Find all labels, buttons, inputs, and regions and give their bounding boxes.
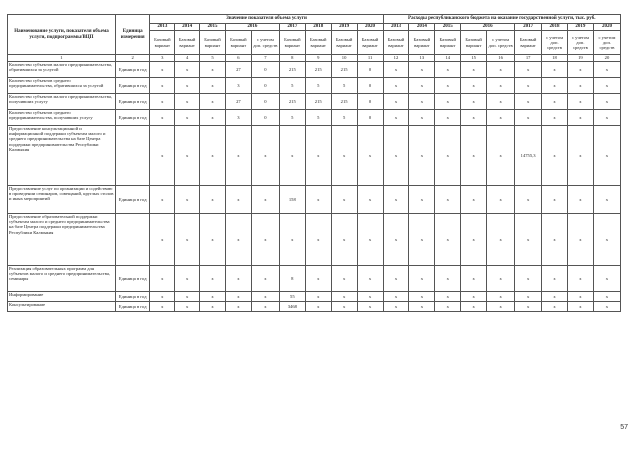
value-cell: x [435,94,461,110]
value-cell: x [251,266,279,292]
value-cell: x [487,266,515,292]
value-cell: x [200,126,226,186]
value-cell: x [383,62,409,78]
unit-cell [115,126,150,186]
value-cell: x [461,126,487,186]
column-number: 10 [331,55,357,62]
column-number: 9 [305,55,331,62]
value-cell: x [461,292,487,302]
value-cell: x [357,266,383,292]
value-cell: x [150,126,175,186]
value-cell: 0 [251,110,279,126]
value-cell: x [150,94,175,110]
value-cell: x [150,110,175,126]
value-cell: x [251,292,279,302]
value-cell: x [150,302,175,312]
value-cell: x [200,292,226,302]
value-cell: x [200,94,226,110]
column-number: 15 [461,55,487,62]
value-cell: x [461,94,487,110]
column-number: 18 [542,55,568,62]
service-name-cell: Количество субъектов среднего предпринимательства, получивших услугу [8,110,116,126]
value-cell: x [461,62,487,78]
year-header: 2014 [409,24,435,31]
value-cell: x [150,214,175,266]
value-cell: x [305,266,331,292]
value-cell: x [175,94,200,110]
variant-header: Базовый вариант [461,31,487,55]
value-cell: x [225,292,251,302]
value-cell: 215 [279,62,305,78]
value-cell: x [175,186,200,214]
table-row [8,94,621,110]
variant-header: с учетом доп. средств [487,31,515,55]
value-cell: 215 [305,62,331,78]
value-cell: x [593,214,620,266]
value-cell: x [331,214,357,266]
value-cell: x [567,62,593,78]
value-cell: 14755,3 [515,126,542,186]
value-cell: 215 [305,94,331,110]
value-cell: 0 [251,62,279,78]
value-cell: x [567,302,593,312]
header-indicator-group: Значение показателя объема услуги [150,15,383,24]
variant-header: Базовый вариант [279,31,305,55]
year-header: 2015 [435,24,461,31]
value-cell: x [487,186,515,214]
variant-header: Базовый вариант [305,31,331,55]
value-cell: x [383,78,409,94]
value-cell: x [487,292,515,302]
value-cell: x [175,110,200,126]
value-cell: 5 [331,78,357,94]
column-number: 12 [383,55,409,62]
value-cell: x [175,266,200,292]
column-number: 19 [567,55,593,62]
table-row [8,110,621,126]
header-budget-group: Расходы республиканского бюджета на оказание государственной услуги, тыс. руб. [383,15,620,24]
service-name-cell: Количество субъектов малого предпринимательства, получивших услугу [8,94,116,110]
value-cell: x [305,292,331,302]
value-cell: x [357,214,383,266]
table-row [8,302,621,312]
header-name-column: Наименование услуги, показателя объема услуги, подпрограммы/ВЦП [8,15,116,55]
value-cell: x [461,186,487,214]
value-cell: x [150,186,175,214]
value-cell: x [515,302,542,312]
value-cell: x [225,266,251,292]
value-cell: x [435,78,461,94]
value-cell: x [593,266,620,292]
value-cell: x [175,214,200,266]
value-cell: x [305,302,331,312]
unit-cell: Единица в год [115,292,150,302]
value-cell: 3 [225,78,251,94]
value-cell: x [515,110,542,126]
service-name-cell: Реализация образовательных программ для субъектов малого и среднего предпринимательства, семинары [8,266,116,292]
value-cell: x [383,94,409,110]
value-cell: x [409,302,435,312]
value-cell: 0 [357,110,383,126]
unit-cell: Единица в год [115,110,150,126]
value-cell: x [461,110,487,126]
variant-header: Базовый вариант [515,31,542,55]
value-cell: x [487,126,515,186]
value-cell: x [515,186,542,214]
value-cell: 0 [357,94,383,110]
value-cell: x [567,78,593,94]
value-cell: x [515,94,542,110]
column-number: 8 [279,55,305,62]
value-cell: x [409,94,435,110]
value-cell: x [383,110,409,126]
column-number: 17 [515,55,542,62]
value-cell: 215 [331,62,357,78]
value-cell: x [593,126,620,186]
value-cell: x [357,292,383,302]
value-cell: x [567,186,593,214]
value-cell: x [409,292,435,302]
value-cell: x [225,186,251,214]
value-cell: x [409,78,435,94]
value-cell: x [305,214,331,266]
value-cell: x [175,126,200,186]
value-cell: x [567,292,593,302]
value-cell: x [409,266,435,292]
year-header: 2020 [593,24,620,31]
unit-cell: Единица в год [115,62,150,78]
column-number: 14 [435,55,461,62]
table-row [8,266,621,292]
page-number: 57 [620,424,628,431]
value-cell: 5 [331,110,357,126]
value-cell: x [383,292,409,302]
year-header: 2015 [200,24,226,31]
year-header: 2016 [461,24,515,31]
variant-header: с учетом доп. средств [593,31,620,55]
value-cell: x [435,126,461,186]
service-name-cell: Количество субъектов малого предпринимательства, обратившихся за услугой [8,62,116,78]
value-cell: x [331,126,357,186]
value-cell: x [200,62,226,78]
value-cell: x [461,78,487,94]
column-number: 11 [357,55,383,62]
value-cell: 215 [279,94,305,110]
value-cell: x [200,110,226,126]
value-cell: x [225,126,251,186]
variant-header: Базовый вариант [409,31,435,55]
value-cell: x [409,186,435,214]
column-number-row [8,55,621,62]
value-cell: 5 [279,110,305,126]
value-cell: x [542,214,568,266]
value-cell: 0 [357,62,383,78]
value-cell: 0 [251,78,279,94]
value-cell: x [175,78,200,94]
value-cell: x [251,126,279,186]
value-cell: x [567,126,593,186]
value-cell: x [593,186,620,214]
column-number: 1 [8,55,116,62]
value-cell: x [383,186,409,214]
value-cell: x [542,94,568,110]
year-header: 2013 [383,24,409,31]
year-header: 2017 [279,24,305,31]
value-cell: x [435,110,461,126]
value-cell: x [542,292,568,302]
value-cell: x [567,214,593,266]
value-cell: x [200,78,226,94]
value-cell: x [542,266,568,292]
value-cell: x [200,302,226,312]
column-number: 13 [409,55,435,62]
value-cell: x [515,292,542,302]
value-cell: x [435,186,461,214]
value-cell: x [593,78,620,94]
value-cell: x [461,214,487,266]
value-cell: 5 [305,110,331,126]
table-row [8,78,621,94]
value-cell: x [200,214,226,266]
value-cell: x [515,78,542,94]
value-cell: x [487,302,515,312]
year-header: 2020 [357,24,383,31]
value-cell: x [435,62,461,78]
value-cell: x [515,62,542,78]
variant-header: Базовый вариант [200,31,226,55]
column-number: 4 [175,55,200,62]
value-cell: x [461,266,487,292]
value-cell: x [409,62,435,78]
value-cell: x [487,62,515,78]
variant-header: Базовый вариант [435,31,461,55]
value-cell: 8 [279,266,305,292]
value-cell: x [251,302,279,312]
table-row [8,62,621,78]
value-cell: x [150,266,175,292]
value-cell: x [357,126,383,186]
service-indicator-table [7,14,621,312]
value-cell: x [150,62,175,78]
value-cell: x [515,266,542,292]
column-number: 20 [593,55,620,62]
value-cell: x [461,302,487,312]
column-number: 2 [115,55,150,62]
column-number: 5 [200,55,226,62]
value-cell: 3468 [279,302,305,312]
value-cell: x [487,94,515,110]
variant-header: Базовый вариант [331,31,357,55]
value-cell: x [357,302,383,312]
value-cell: x [487,78,515,94]
year-header: 2013 [150,24,175,31]
value-cell: x [515,214,542,266]
column-number: 3 [150,55,175,62]
value-cell: x [567,266,593,292]
service-indicator-table-page [7,14,621,312]
value-cell: 5 [279,78,305,94]
value-cell: 215 [331,94,357,110]
variant-header: с учетом доп. средств [567,31,593,55]
value-cell: x [593,62,620,78]
year-header: 2014 [175,24,200,31]
table-row [8,186,621,214]
table-row [8,126,621,186]
value-cell: 158 [279,186,305,214]
table-row [8,292,621,302]
value-cell: 27 [225,94,251,110]
value-cell: x [279,126,305,186]
service-name-cell: Информирование [8,292,116,302]
unit-cell: Единица в год [115,78,150,94]
value-cell: x [305,126,331,186]
value-cell: x [150,292,175,302]
header-unit-column: Единица измерения [115,15,150,55]
service-name-cell: Предоставление образовательной поддержки субъектам малого и среднего предпринимательства на базе Центра поддержки предпринимательства Республики Калмыкия [8,214,116,266]
value-cell: x [567,110,593,126]
value-cell: x [251,186,279,214]
value-cell: x [542,62,568,78]
value-cell: x [409,110,435,126]
value-cell: x [175,302,200,312]
variant-header: Базовый вариант [150,31,175,55]
unit-cell: Единица в год [115,302,150,312]
value-cell: x [593,302,620,312]
value-cell: 55 [279,292,305,302]
column-number: 16 [487,55,515,62]
value-cell: x [175,62,200,78]
value-cell: x [150,78,175,94]
value-cell: x [331,186,357,214]
value-cell: x [435,302,461,312]
unit-cell: Единица в год [115,186,150,214]
column-number: 7 [251,55,279,62]
value-cell: x [225,302,251,312]
table-body [8,62,621,312]
unit-cell: Единица в год [115,94,150,110]
value-cell: x [435,266,461,292]
year-header: 2016 [225,24,279,31]
value-cell: x [383,302,409,312]
variant-header: с учетом доп. средств [542,31,568,55]
table-row [8,214,621,266]
value-cell: x [251,214,279,266]
value-cell: x [200,266,226,292]
value-cell: x [593,292,620,302]
value-cell: x [279,214,305,266]
unit-cell: Единица в год [115,266,150,292]
value-cell: x [331,266,357,292]
service-name-cell: Предоставление консультационной и информационной поддержки субъектам малого и среднего предпринимательства на базе Центра поддержки предпринимательства Республики Калмыкия [8,126,116,186]
value-cell: x [542,110,568,126]
value-cell: x [593,110,620,126]
value-cell: x [305,186,331,214]
year-header: 2018 [542,24,568,31]
value-cell: 0 [357,78,383,94]
value-cell: x [383,126,409,186]
value-cell: x [593,94,620,110]
variant-header: Базовый вариант [225,31,251,55]
variant-header: с учетом доп. средств [251,31,279,55]
value-cell: x [487,110,515,126]
value-cell: x [383,214,409,266]
value-cell: x [542,302,568,312]
variant-header: Базовый вариант [357,31,383,55]
value-cell: 0 [251,94,279,110]
value-cell: x [383,266,409,292]
service-name-cell: Предоставление услуг по организации и содействию в проведении семинаров, совещаний, круглых столов и иных мероприятий [8,186,116,214]
service-name-cell: Консультирование [8,302,116,312]
column-number: 6 [225,55,251,62]
value-cell: x [487,214,515,266]
value-cell: 27 [225,62,251,78]
value-cell: x [542,186,568,214]
year-header: 2018 [305,24,331,31]
value-cell: 3 [225,110,251,126]
service-name-cell: Количество субъектов среднего предпринимательства, обратившихся за услугой [8,78,116,94]
value-cell: x [225,214,251,266]
value-cell: x [409,214,435,266]
value-cell: x [435,292,461,302]
value-cell: x [567,94,593,110]
value-cell: x [357,186,383,214]
variant-header: Базовый вариант [175,31,200,55]
value-cell: x [542,78,568,94]
value-cell: x [542,126,568,186]
year-header: 2019 [331,24,357,31]
value-cell: x [435,214,461,266]
value-cell: x [200,186,226,214]
value-cell: x [331,292,357,302]
value-cell: 5 [305,78,331,94]
unit-cell [115,214,150,266]
value-cell: x [331,302,357,312]
value-cell: x [409,126,435,186]
year-header: 2017 [515,24,542,31]
year-header: 2019 [567,24,593,31]
variant-header: Базовый вариант [383,31,409,55]
value-cell: x [175,292,200,302]
